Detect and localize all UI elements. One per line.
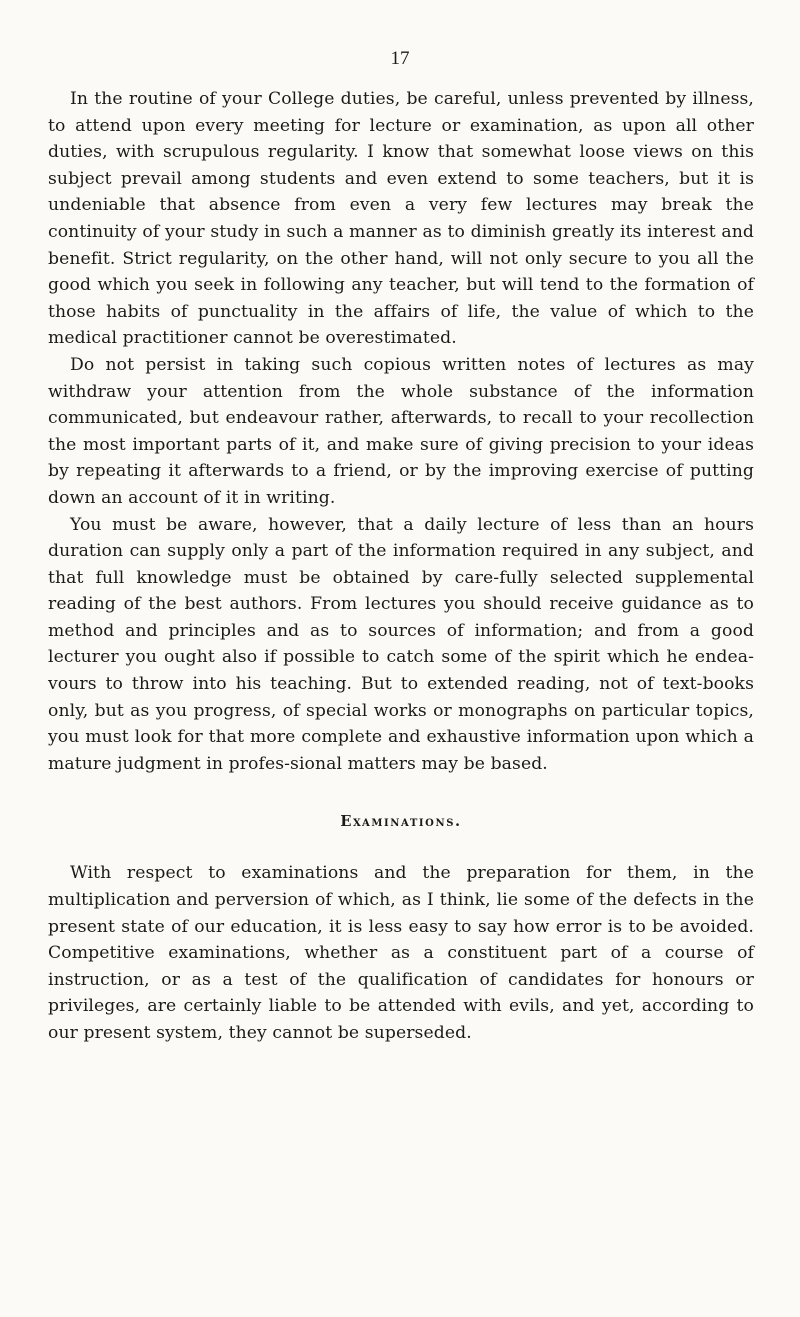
paragraph-examinations: With respect to examinations and the preparation for them, in the multiplication and perversion of which, as I think, lie some of the defects in the present state of our education, it is less easy to say how error is to be avoided. Competitive examinations, whether as a constituent part of a course of instruction, or as a test of the qualification of candidates for honours or privileges, are certainly liable to be attended with evils, and yet, according to our present system, they cannot be superseded. — [48, 863, 754, 1043]
paragraph-notes: Do not persist in taking such copious written notes of lectures as may withdraw your attention from the whole substance of the information communicated, but endeavour rather, afterwards, to recall to your recollection the most important parts of it, and make sure of giving precision to your ideas by repeating it afterwards to a friend, or by the improving exercise of putting down an account of it in writing. — [48, 354, 754, 508]
section-heading-examinations: Examinations. — [340, 813, 462, 831]
paragraph-reading: You must be aware, however, that a daily lecture of less than an hours duration can supply only a part of the information required in any subject, and that full knowledge must be obtained by care-fully selected supplemental reading of the best authors. From lectures you should receive guidance as to method and principles and as to sources of information; and from a good lecturer you ought also if possible to catch some of the spirit which he endea-vours to throw into his teaching. But to extended reading, not of text-books only, but as you progress, of special works or monographs on particular topics, you must look for that more complete and exhaustive information upon which a mature judgment in profes-sional matters may be based. — [48, 514, 754, 774]
paragraph-regularity: In the routine of your College duties, be careful, unless prevented by illness, to attend upon every meeting for lecture or examination, as upon all other duties, with scrupulous regularity. I know that somewhat loose views on this subject prevail among students and even extend to some teachers, but it is undeniable that absence from even a very few lectures may break the continuity of your study in such a manner as to diminish greatly its interest and benefit. Strict regularity, on the other hand, will not only secure to you all the good which you seek in following any teacher, but will tend to the formation of those habits of punctuality in the affairs of life, the value of which to the medical practitioner cannot be overestimated. — [48, 89, 754, 349]
page-body — [48, 86, 754, 1047]
page-number: 17 — [390, 48, 410, 69]
